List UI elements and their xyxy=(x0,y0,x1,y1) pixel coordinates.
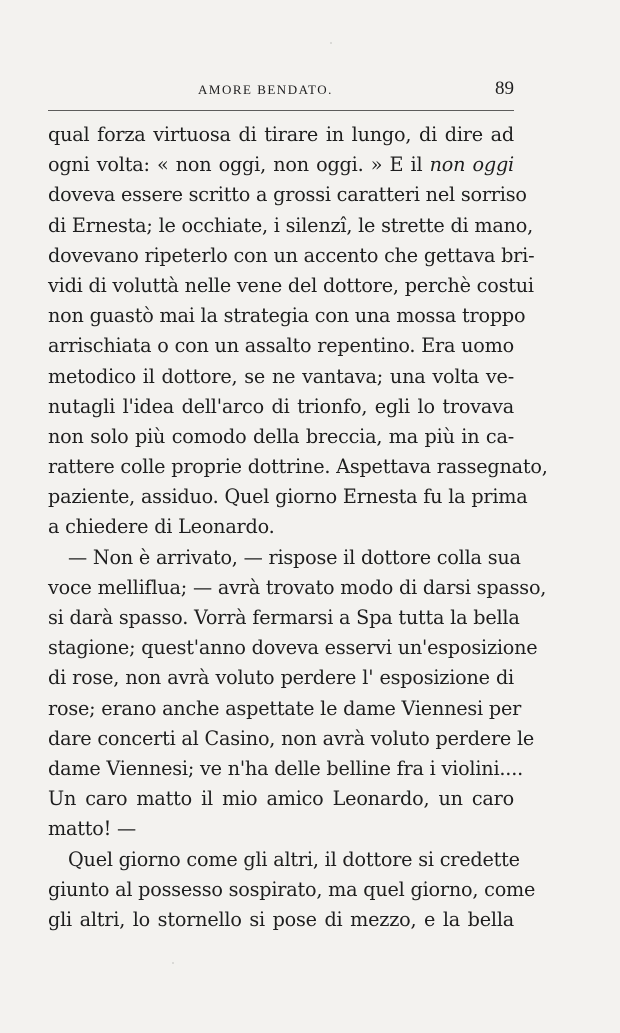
text-line: rattere colle proprie dottrine. Aspettava rassegnato, xyxy=(48,455,548,479)
text-line: non guastò mai la strategia con una mossa troppo xyxy=(48,304,526,328)
text-line: Un caro matto il mio amico Leonardo, un caro xyxy=(48,787,514,811)
text-line: Quel giorno come gli altri, il dottore si credette xyxy=(68,847,520,871)
text-segment: ogni volta: « non oggi, non oggi. » E il xyxy=(48,153,430,177)
running-title: AMORE BENDATO. xyxy=(198,82,333,97)
print-speck xyxy=(172,962,174,964)
text-line: dame Viennesi; ve n'ha delle belline fra i violini.... xyxy=(48,756,523,780)
text-line: matto! — xyxy=(48,817,137,841)
text-segment xyxy=(48,153,514,176)
text-line: voce melliflua; — avrà trovato modo di darsi spasso, xyxy=(48,575,547,599)
text-line: metodico il dottore, se ne vantava; una volta ve- xyxy=(48,364,514,388)
text-line: — Non è arrivato, — rispose il dottore colla sua xyxy=(68,545,521,569)
text-line: doveva essere scritto a grossi caratteri nel sorriso xyxy=(48,183,527,207)
text-line: di Ernesta; le occhiate, i silenzî, le strette di mano, xyxy=(48,213,534,237)
text-line: si darà spasso. Vorrà fermarsi a Spa tutta la bella xyxy=(48,606,520,629)
text-line: dare concerti al Casino, non avrà voluto perdere le xyxy=(48,726,535,750)
italic-phrase: non oggi xyxy=(429,153,514,177)
page-number: 89 xyxy=(495,78,514,99)
page-header xyxy=(48,78,514,106)
text-line xyxy=(48,150,514,180)
text-line: rose; erano anche aspettate le dame Viennesi per xyxy=(48,696,522,720)
text-line: qual forza virtuosa di tirare in lungo, di dire ad xyxy=(48,123,514,146)
text-line: giunto al possesso sospirato, ma quel giorno, come xyxy=(48,877,536,901)
text-line: non solo più comodo della breccia, ma più in ca- xyxy=(48,424,514,448)
text-line: paziente, assiduo. Quel giorno Ernesta fu la prima xyxy=(48,485,528,509)
text-line: gli altri, lo stornello si pose di mezzo, e la bella xyxy=(48,907,514,931)
text-line: vidi di voluttà nelle vene del dottore, perchè costui xyxy=(48,273,534,297)
print-speck xyxy=(423,883,426,886)
text-line: arrischiata o con un assalto repentino. Era uomo xyxy=(48,334,514,358)
text-line: di rose, non avrà voluto perdere l' esposizione di xyxy=(48,666,514,690)
text-line: nutagli l'idea dell'arco di trionfo, egli lo trovava xyxy=(48,394,514,418)
body-text xyxy=(48,120,548,935)
text-line: dovevano ripeterlo con un accento che gettava bri- xyxy=(48,243,535,267)
header-rule xyxy=(48,110,514,111)
text-line: stagione; quest'anno doveva esservi un'esposizione xyxy=(48,636,538,660)
text-line: a chiedere di Leonardo. xyxy=(48,515,275,539)
print-speck xyxy=(330,42,332,44)
